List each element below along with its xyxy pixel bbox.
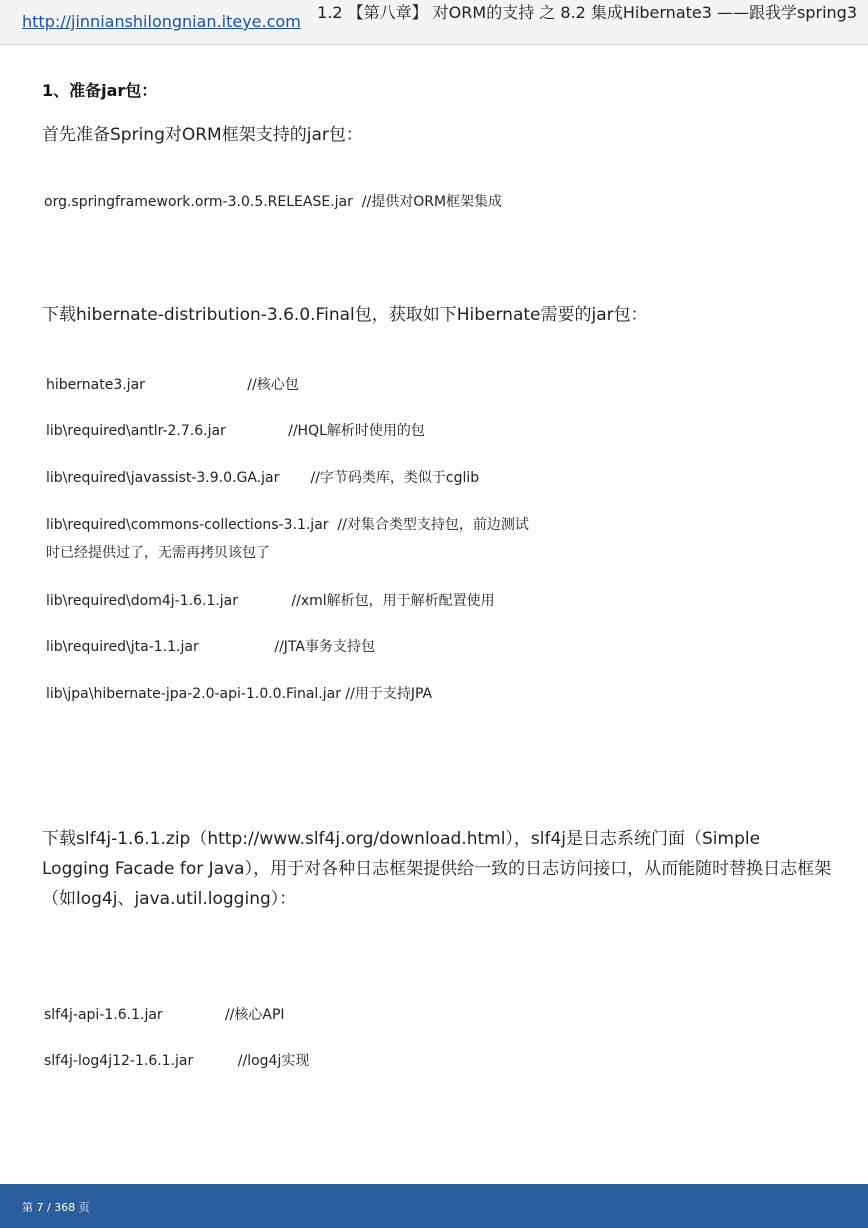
hibernate-intro-paragraph: 下载hibernate-distribution-3.6.0.Final包，获取如下Hibernate需要的jar包： [42, 305, 648, 325]
hibernate-jar-line: lib\required\antlr-2.7.6.jar //HQL解析时使用的包 [46, 423, 425, 439]
article-title: 1.2 【第八章】 对ORM的支持 之 8.2 集成Hibernate3 ——跟我学spring3 [317, 3, 857, 22]
page-header [0, 0, 868, 45]
page-number: 第 7 / 368 页 [22, 1201, 90, 1214]
slf4j-intro-paragraph: 下载slf4j-1.6.1.zip（http://www.slf4j.org/download.html），slf4j是日志系统门面（Simple Logging Facade for Java），用于对各种日志框架提供给一致的日志访问接口，从而能随时替换日志框架（如log4j、java.util.logging）： [42, 829, 832, 909]
hibernate-jar-line: lib\jpa\hibernate-jpa-2.0-api-1.0.0.Final.jar //用于支持JPA [46, 686, 433, 702]
hibernate-jar-line: lib\required\dom4j-1.6.1.jar //xml解析包，用于解析配置使用 [46, 593, 495, 609]
page-footer [0, 1184, 868, 1228]
hibernate-jar-line: hibernate3.jar //核心包 [46, 377, 299, 393]
orm-intro-paragraph: 首先准备Spring对ORM框架支持的jar包： [42, 125, 363, 145]
hibernate-jar-line: lib\required\commons-collections-3.1.jar //对集合类型支持包，前边测试 时已经提供过了，无需再拷贝该包了 [46, 517, 529, 561]
slf4j-jar-line: slf4j-log4j12-1.6.1.jar //log4j实现 [44, 1053, 310, 1069]
blog-url-link[interactable]: http://jinnianshilongnian.iteye.com [22, 12, 301, 31]
slf4j-jar-line: slf4j-api-1.6.1.jar //核心API [44, 1007, 285, 1023]
section-heading: 1、准备jar包： [42, 81, 158, 100]
orm-jar-line: org.springframework.orm-3.0.5.RELEASE.jar //提供对ORM框架集成 [44, 194, 503, 210]
hibernate-jar-line: lib\required\jta-1.1.jar //JTA事务支持包 [46, 639, 375, 655]
hibernate-jar-line: lib\required\javassist-3.9.0.GA.jar //字节码类库，类似于cglib [46, 470, 480, 486]
